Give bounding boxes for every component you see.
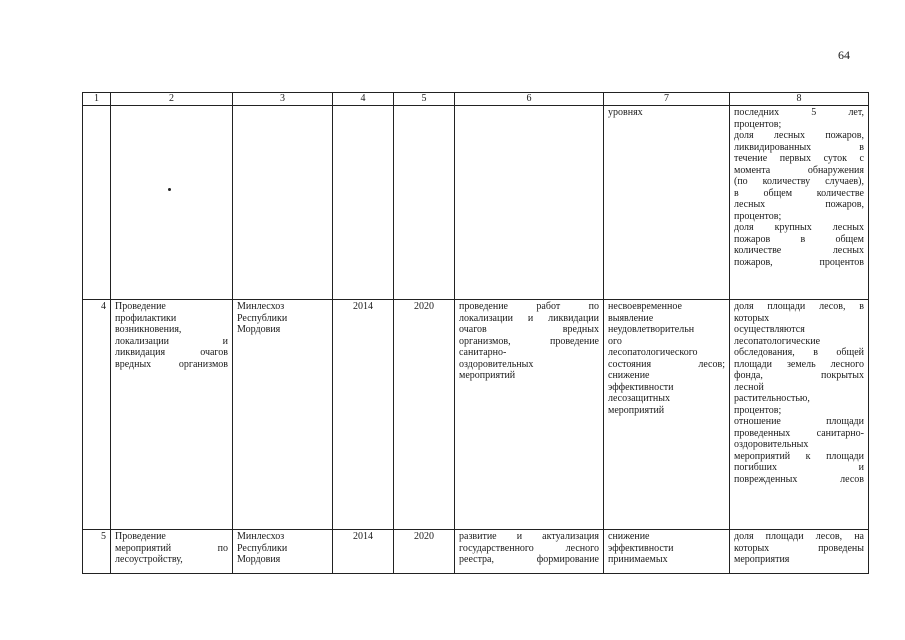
cell-text-line: ликвидированных в [734, 141, 864, 153]
header-row [83, 93, 869, 106]
cell-text-line: проведенных санитарно- [734, 427, 864, 439]
cell-text-line: возникновения, [115, 324, 182, 335]
cell-text-line: доля площади лесов, в [734, 301, 864, 312]
cell-text-line: процентов; [734, 210, 782, 222]
cell-text-line: профилактики [115, 312, 177, 324]
cell-activity [111, 106, 233, 300]
cell-text-line: эффективности [608, 542, 674, 554]
table-row [83, 300, 869, 530]
cell-text-line: мероприятий по [115, 542, 228, 554]
cell-text-line: мероприятий [459, 370, 516, 381]
cell-indicators [730, 530, 869, 574]
column-header: 3 [233, 93, 333, 106]
column-header: 1 [83, 93, 111, 106]
cell-text-line: фонда, покрытых [734, 370, 864, 381]
cell-text-line: вредных организмов [115, 358, 228, 370]
cell-text-line: которых проведены [734, 542, 864, 554]
cell-text-line: Республики [237, 312, 288, 324]
cell-text-line: обследования, в общей [734, 347, 864, 358]
cell-text-line: мероприятий [608, 404, 665, 416]
cell-text-line: момента обнаружения [734, 164, 864, 176]
cell-text-line: организмов, проведение [459, 335, 599, 347]
cell-text-line: лесозащитных [608, 393, 670, 404]
cell-end-year: 2020 [394, 530, 455, 574]
cell-consequences [604, 300, 730, 530]
cell-text-line: последних 5 лет, [734, 107, 864, 118]
cell-text-line: Мордовия [237, 324, 281, 335]
table-row-continuation [83, 106, 869, 300]
cell-text-line: Минлесхоз [237, 531, 285, 542]
cell-text-line: доля площади лесов, на [734, 531, 864, 542]
cell-num [83, 106, 111, 300]
cell-text-line: неудовлетворительн [608, 324, 695, 335]
cell-start-year: 2014 [333, 530, 394, 574]
cell-text-line: снижение [608, 531, 650, 542]
page-number: 64 [838, 48, 850, 62]
cell-text-line: погибших и [734, 462, 864, 473]
cell-start-year: 2014 [333, 300, 394, 530]
cell-text-line: снижение [608, 370, 650, 381]
cell-text-line: реестра, формирование [459, 554, 599, 565]
cell-text-line: количестве лесных [734, 245, 864, 256]
cell-text-line: принимаемых [608, 554, 668, 565]
cell-text-line: площади земель лесного [734, 358, 864, 370]
cell-num: 5 [83, 530, 111, 574]
cell-executor [233, 300, 333, 530]
cell-text-line: мероприятия [734, 554, 790, 565]
cell-text-line: ликвидация очагов [115, 347, 228, 358]
cell-text-line: пожаров в общем [734, 233, 864, 245]
cell-text-line: растительностью, [734, 393, 810, 404]
cell-text-line: поврежденных лесов [734, 473, 864, 485]
cell-activity [111, 300, 233, 530]
cell-end-year: 2020 [394, 300, 455, 530]
column-header: 5 [394, 93, 455, 106]
column-header: 8 [730, 93, 869, 106]
cell-text-line: доля крупных лесных [734, 222, 864, 233]
cell-text-line: оздоровительных [734, 439, 809, 450]
cell-executor [233, 530, 333, 574]
cell-text-line: оздоровительных [459, 358, 534, 370]
cell-text-line: локализации и ликвидации [459, 312, 599, 324]
cell-text-line: эффективности [608, 381, 674, 393]
cell-text-line: процентов; [734, 118, 782, 130]
cell-text-line: Мордовия [237, 554, 281, 565]
cell-consequences [604, 530, 730, 574]
column-header: 4 [333, 93, 394, 106]
cell-text-line: ого [608, 335, 622, 347]
cell-text-line: несвоевременное [608, 301, 682, 312]
cell-activity [111, 530, 233, 574]
cell-text-line: процентов; [734, 404, 782, 416]
cell-content [455, 300, 604, 530]
cell-text-line: Республики [237, 542, 288, 554]
cell-consequences: уровнях [604, 106, 730, 300]
cell-text-line: выявление [608, 312, 654, 324]
cell-content [455, 106, 604, 300]
cell-text-line: лесопатологические [734, 335, 821, 347]
column-header: 6 [455, 93, 604, 106]
table-row [83, 530, 869, 574]
cell-text-line: которых [734, 312, 770, 324]
cell-text-line: лесных пожаров, [734, 199, 864, 210]
cell-text-line: Минлесхоз [237, 301, 285, 312]
cell-text-line: Проведение [115, 531, 166, 542]
cell-text-line: течение первых суток с [734, 153, 864, 164]
cell-text-line: пожаров, процентов [734, 256, 864, 268]
cell-text-line: санитарно- [459, 347, 507, 358]
cell-content [455, 530, 604, 574]
document-table [82, 92, 869, 574]
cell-text-line: в общем количестве [734, 187, 864, 199]
column-header: 2 [111, 93, 233, 106]
cell-num: 4 [83, 300, 111, 530]
column-header: 7 [604, 93, 730, 106]
cell-text-line: мероприятий к площади [734, 450, 864, 462]
cell-text-line: развитие и актуализация [459, 531, 599, 542]
cell-text-line: лесной [734, 381, 764, 393]
cell-text-line: (по количеству случаев), [734, 176, 864, 187]
cell-start-year [333, 106, 394, 300]
cell-text-line: Проведение [115, 301, 166, 312]
cell-text-line: отношение площади [734, 416, 864, 427]
cell-text-line: состояния лесов; [608, 358, 725, 370]
cell-text-line: локализации и [115, 335, 228, 347]
cell-text-line: очагов вредных [459, 324, 599, 335]
cell-end-year [394, 106, 455, 300]
cell-indicators [730, 106, 869, 300]
cell-text-line: лесоустройству, [115, 554, 183, 565]
cell-text-line: государственного лесного [459, 542, 599, 554]
cell-text-line: осуществляются [734, 324, 805, 335]
cell-text-line: лесопатологического [608, 347, 698, 358]
cell-indicators [730, 300, 869, 530]
cell-text-line: доля лесных пожаров, [734, 130, 864, 141]
cell-text-line: проведение работ по [459, 301, 599, 312]
cell-executor [233, 106, 333, 300]
